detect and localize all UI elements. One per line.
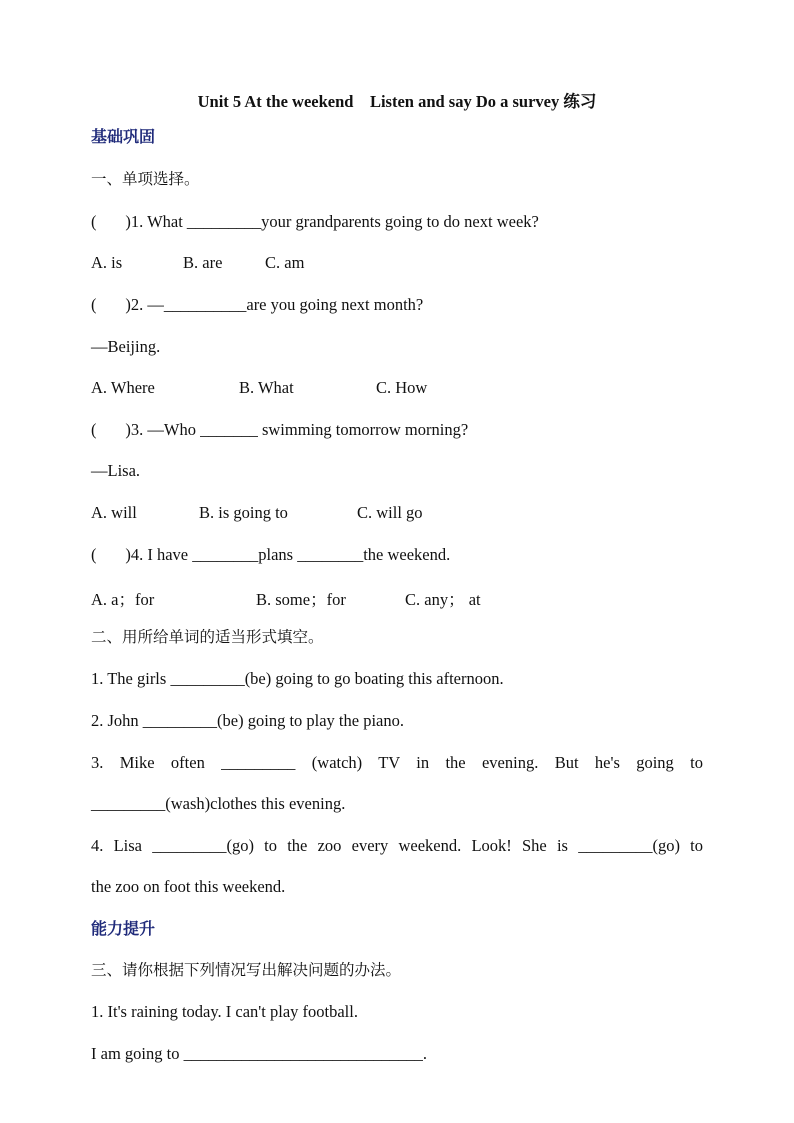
q1-option-b: B. are	[183, 253, 223, 272]
q4-option-c: C. any； at	[405, 590, 481, 609]
page-title: Unit 5 At the weekend Listen and say Do a survey 练习	[197, 92, 597, 111]
question-3-answer: —Lisa.	[91, 461, 141, 480]
fill-sentence-4-line2: the zoo on foot this weekend.	[91, 877, 286, 896]
part1-heading: 一、单项选择。	[91, 170, 200, 188]
fill-sentence-4-line1: 4. Lisa _________(go) to the zoo every weekend. Look! She is _________(go) to	[91, 836, 703, 855]
q1-option-a: A. is	[91, 253, 123, 272]
q1-option-c: C. am	[265, 253, 305, 272]
q4-option-b: B. some；for	[256, 590, 346, 609]
fill-sentence-3-line1: 3. Mike often _________ (watch) TV in the evening. But he's going to	[91, 753, 703, 772]
q3-option-a: A. will	[91, 503, 137, 522]
q3-option-c: C. will go	[357, 503, 423, 522]
part2-heading: 二、用所给单词的适当形式填空。	[91, 628, 324, 646]
situation-1-answer: I am going to _____________________________.	[91, 1044, 427, 1063]
question-2-stem: ( )2. —__________are you going next month?	[91, 295, 424, 314]
situation-1: 1. It's raining today. I can't play football.	[91, 1002, 358, 1021]
fill-sentence-2: 2. John _________(be) going to play the piano.	[91, 711, 405, 730]
part3-heading: 三、请你根据下列情况写出解决问题的办法。	[91, 961, 402, 979]
question-4-stem: ( )4. I have ________plans ________the weekend.	[91, 545, 451, 564]
question-3-stem: ( )3. —Who _______ swimming tomorrow morning?	[91, 420, 469, 439]
q2-option-b: B. What	[239, 378, 294, 397]
fill-sentence-1: 1. The girls _________(be) going to go boating this afternoon.	[91, 669, 504, 688]
section-heading-basic: 基础巩固	[91, 127, 156, 146]
section-heading-advanced: 能力提升	[91, 919, 156, 938]
question-1-stem: ( )1. What _________your grandparents going to do next week?	[91, 212, 539, 231]
question-2-answer: —Beijing.	[91, 337, 161, 356]
q3-option-b: B. is going to	[199, 503, 288, 522]
q2-option-a: A. Where	[91, 378, 155, 397]
q2-option-c: C. How	[376, 378, 428, 397]
q4-option-a: A. a；for	[91, 590, 155, 609]
fill-sentence-3-line2: _________(wash)clothes this evening.	[91, 794, 346, 813]
